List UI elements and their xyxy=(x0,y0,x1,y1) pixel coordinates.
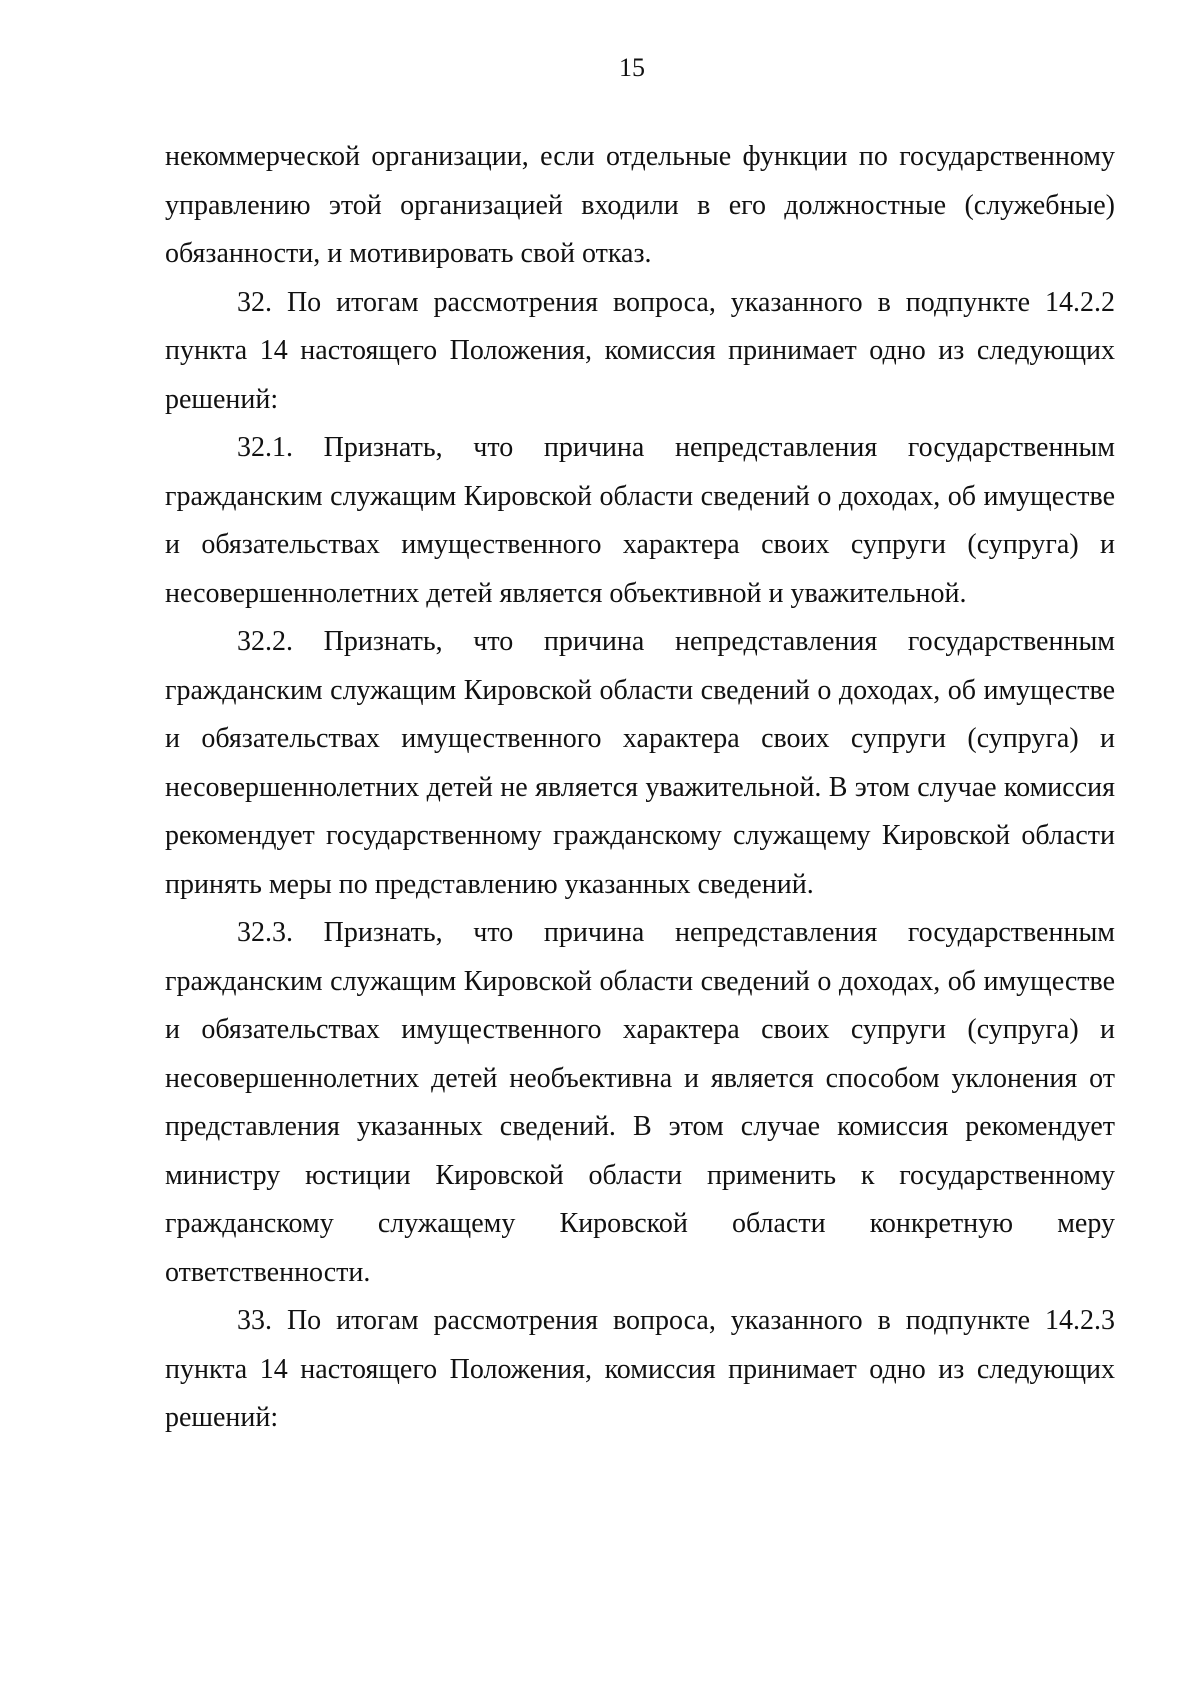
paragraph-32-2: 32.2. Признать, что причина непредставления государственным гражданским служащим Кировской области сведений о доходах, об имуществе и обязательствах имущественного характера своих супруги (супруга) и несовершеннолетних детей не является уважительной. В этом случае комиссия рекомендует государственному гражданскому служащему Кировской области принять меры по представлению указанных сведений. xyxy=(165,626,1115,900)
paragraph-33: 33. По итогам рассмотрения вопроса, указанного в подпункте 14.2.3 пункта 14 настоящего Положения, комиссия принимает одно из следующих решений: xyxy=(165,1305,1115,1433)
paragraph-32-3: 32.3. Признать, что причина непредставления государственным гражданским служащим Кировской области сведений о доходах, об имуществе и обязательствах имущественного характера своих супруги (супруга) и несовершеннолетних детей необъективна и является способом уклонения от представления указанных сведений. В этом случае комиссия рекомендует министру юстиции Кировской области применить к государственному гражданскому служащему Кировской области конкретную меру ответственности. xyxy=(165,917,1115,1288)
paragraph-32: 32. По итогам рассмотрения вопроса, указанного в подпункте 14.2.2 пункта 14 настоящего Положения, комиссия принимает одно из следующих решений: xyxy=(165,286,1115,415)
paragraph-32-1: 32.1. Признать, что причина непредставления государственным гражданским служащим Кировской области сведений о доходах, об имуществе и обязательствах имущественного характера своих супруги (супруга) и несовершеннолетних детей является объективной и уважительной. xyxy=(165,432,1115,609)
paragraph-continuation: некоммерческой организации, если отдельные функции по государственному управлению этой организацией входили в его должностные (служебные) обязанности, и мотивировать свой отказ. xyxy=(165,141,1115,269)
page-number: 15 xyxy=(619,53,645,82)
document-body xyxy=(165,133,1115,1443)
